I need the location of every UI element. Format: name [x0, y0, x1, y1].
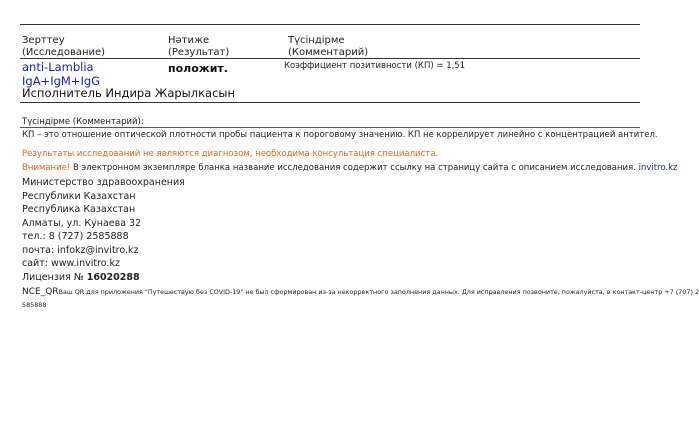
org-republic: Республики Казахстан [22, 190, 136, 202]
header-comment-ru: (Комментарий) [288, 47, 369, 58]
comment-title: Түсіндірме (Комментарий): [22, 117, 144, 127]
license-label: Лицензия № [22, 271, 84, 283]
qr-prefix: NCE_QR [22, 287, 59, 297]
notice-label: Внимание! [22, 163, 71, 173]
comment-title-rule [20, 127, 640, 128]
test-name-link[interactable] [22, 61, 100, 88]
org-email: почта: infokz@invitro.kz [22, 244, 139, 256]
license-number: 16020288 [86, 271, 140, 283]
organization-block [22, 176, 185, 284]
report-top-rule [20, 24, 640, 25]
qr-note-line2: 585888 [22, 301, 47, 309]
qr-note-line1 [22, 283, 699, 298]
test-name-line2: IgA+IgM+IgG [22, 73, 101, 88]
header-result [168, 35, 229, 59]
org-site: сайт: www.invitro.kz [22, 258, 120, 269]
header-study-kz: Зерттеу [22, 35, 65, 46]
header-comment-kz: Түсіндірме [288, 35, 345, 46]
qr-note [22, 283, 699, 311]
header-study-ru: (Исследование) [22, 47, 106, 58]
org-license [22, 271, 185, 285]
header-result-kz: Нәтиже [168, 35, 210, 46]
table-header-rule [20, 58, 640, 59]
org-address: Алматы, ул. Кунаева 32 [22, 217, 142, 229]
qr-note-text: Ваш QR для приложения "Путешествую без COVID-19" не был сформирован из-за некорректного заполнения данных. Для исправления позвоните, пожалуйста, в контакт-центр +7 (707) 2 [58, 288, 699, 296]
notice-text: В электронном экземпляре бланка название исследования содержит ссылку на страницу сайта с описанием исследования. [72, 163, 636, 173]
executor-name: Исполнитель Индира Жарылкасын [22, 86, 236, 100]
notice-line [22, 162, 678, 174]
result-value: положит. [168, 62, 228, 75]
header-study [22, 35, 105, 59]
org-phone: тел.: 8 (727) 2585888 [22, 231, 129, 242]
org-ministry: Министерство здравоохранения [22, 177, 185, 188]
header-comment [288, 35, 368, 59]
invitro-link[interactable]: invitro.kz [638, 163, 678, 173]
comment-text: КП – это отношение оптической плотности пробы пациента к пороговому значению. КП не коррелирует линейно с концентрацией антител. [22, 130, 658, 140]
executor-rule [20, 102, 640, 103]
org-country: Республика Казахстан [22, 204, 136, 215]
test-name-line1: anti-Lamblia [22, 60, 94, 74]
result-comment: Коэффициент позитивности (КП) = 1,51 [284, 61, 466, 71]
header-result-ru: (Результат) [168, 47, 230, 58]
disclaimer-text: Результаты исследований не являются диагнозом, необходима консультация специалиста. [22, 149, 439, 159]
